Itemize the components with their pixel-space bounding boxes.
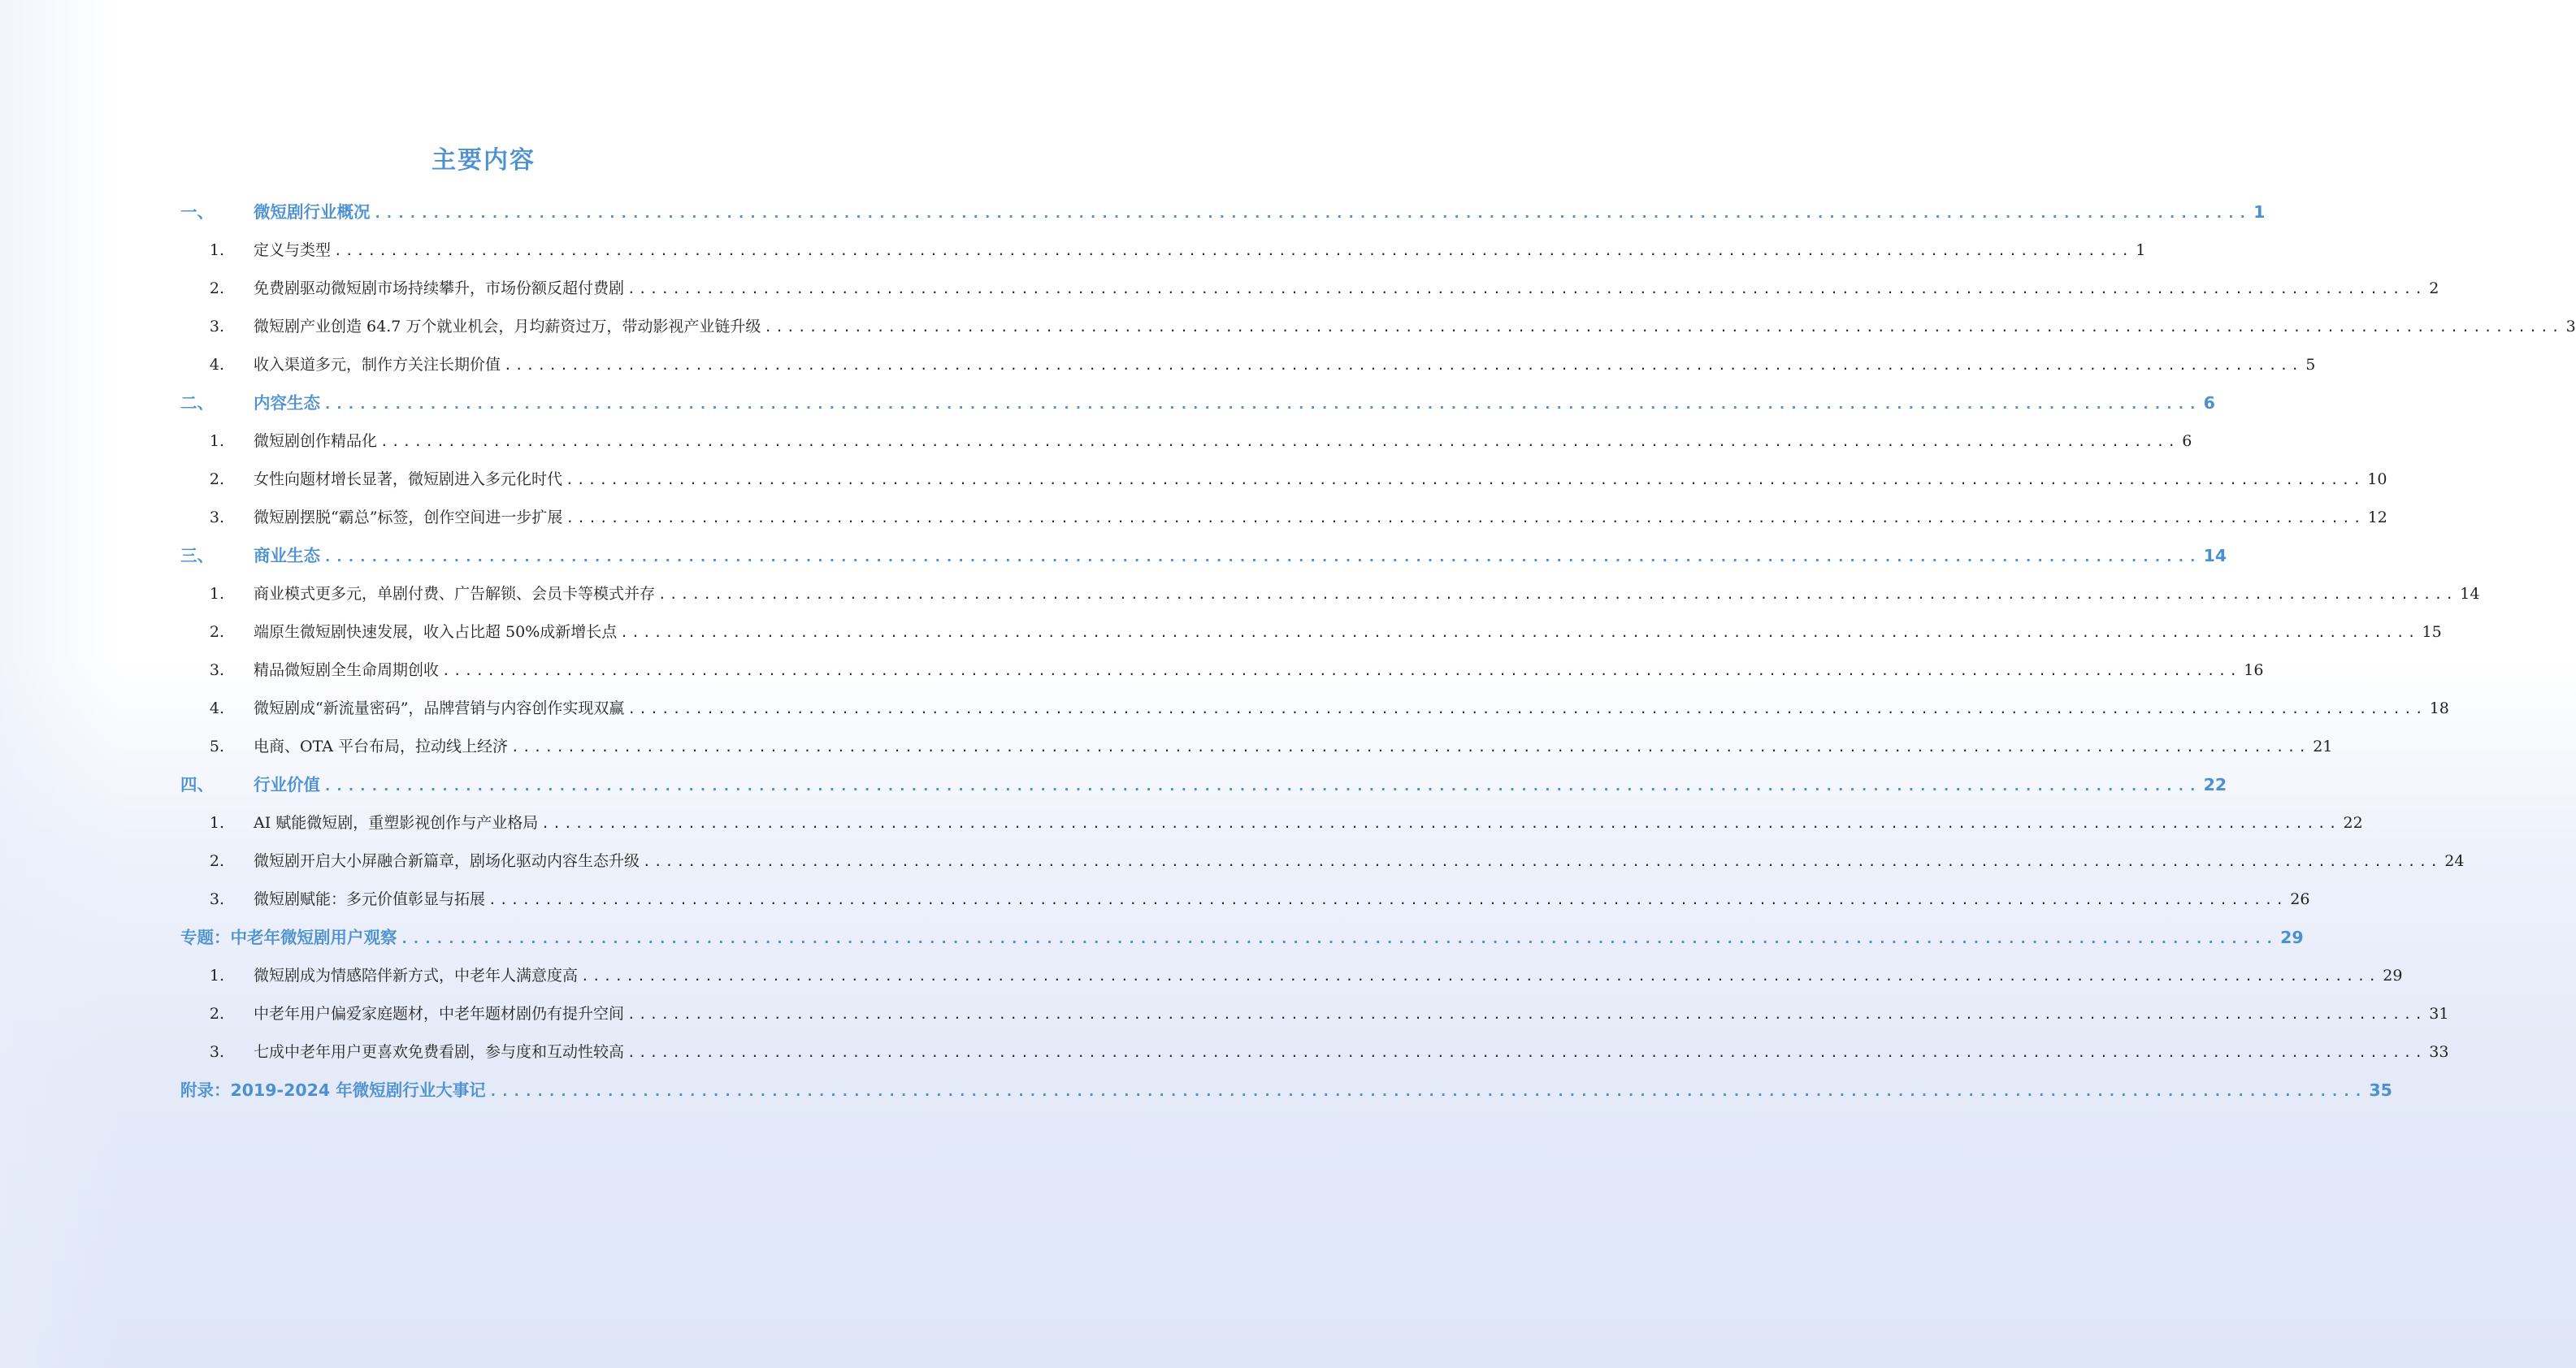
toc-dot-leader: ................................................................................................................................................................	[323, 778, 2201, 794]
toc-page-number: 22	[2203, 775, 2227, 794]
toc-page-number: 26	[2290, 890, 2310, 908]
toc-page-number: 2	[2429, 279, 2439, 297]
toc-entry-number: 3.	[209, 509, 225, 526]
toc-page-number: 21	[2313, 738, 2333, 755]
toc-page-number: 31	[2429, 1005, 2449, 1023]
toc-entry-number: 二、	[180, 393, 214, 413]
toc-section-entry[interactable]	[180, 308, 2576, 346]
toc-entry-title: 微短剧创作精品化	[254, 432, 378, 450]
toc-dot-leader: ................................................................................................................................................................	[373, 206, 2251, 222]
toc-chapter-entry[interactable]	[180, 193, 2266, 232]
toc-section-entry[interactable]	[180, 422, 2192, 461]
toc-entry-number: 2.	[209, 470, 225, 488]
toc-section-entry[interactable]	[180, 575, 2480, 613]
toc-chapter-entry[interactable]	[180, 766, 2227, 804]
toc-dot-leader: ................................................................................................................................................................	[541, 816, 2340, 831]
toc-entry-number: 3.	[209, 661, 225, 679]
toc-entry-number: 1.	[209, 814, 225, 832]
toc-chapter-entry[interactable]	[180, 919, 2304, 957]
toc-entry-number: 5.	[209, 738, 225, 755]
toc-entry-title: 内容生态	[254, 393, 320, 413]
toc-section-entry[interactable]	[180, 346, 2316, 384]
toc-entry-title: 免费剧驱动微短剧市场持续攀升，市场份额反超付费剧	[254, 279, 625, 297]
toc-entry-number: 1.	[209, 967, 225, 985]
toc-page-number: 18	[2429, 699, 2449, 717]
toc-dot-leader: ................................................................................................................................................................	[627, 1045, 2426, 1060]
toc-entry-number: 2.	[209, 1005, 225, 1023]
toc-dot-leader: ................................................................................................................................................................	[620, 625, 2419, 640]
toc-page-number: 1	[2136, 241, 2146, 259]
toc-dot-leader: ................................................................................................................................................................	[380, 434, 2179, 449]
toc-dot-leader: ................................................................................................................................................................	[400, 931, 2278, 947]
toc-dot-leader: ................................................................................................................................................................	[643, 854, 2442, 869]
toc-dot-leader: ................................................................................................................................................................	[581, 968, 2380, 984]
toc-dot-leader: ................................................................................................................................................................	[658, 587, 2457, 602]
toc-entry-number: 一、	[180, 202, 214, 222]
toc-entry-number: 2.	[209, 279, 225, 297]
toc-section-entry[interactable]	[180, 842, 2465, 881]
toc-section-entry[interactable]	[180, 1033, 2449, 1071]
toc-entry-title: 收入渠道多元，制作方关注长期价值	[254, 356, 501, 374]
toc-entry-title: 微短剧成为情感陪伴新方式，中老年人满意度高	[254, 967, 579, 985]
toc-entry-number: 3.	[209, 1043, 225, 1061]
toc-entry-title: 商业生态	[254, 546, 320, 565]
toc-entry-title: 电商、OTA 平台布局，拉动线上经济	[254, 738, 508, 755]
toc-dot-leader: ................................................................................................................................................................	[504, 357, 2303, 373]
toc-page-number: 6	[2203, 393, 2215, 413]
toc-entry-title: 端原生微短剧快速发展，收入占比超 50%成新增长点	[254, 623, 618, 641]
toc-entry-title: 微短剧摆脱“霸总”标签，创作空间进一步扩展	[254, 509, 563, 526]
toc-page-number: 24	[2444, 852, 2465, 870]
toc-dot-leader: ................................................................................................................................................................	[627, 281, 2426, 297]
toc-section-entry[interactable]	[180, 804, 2363, 842]
toc-entry-number: 2.	[209, 623, 225, 641]
toc-section-entry[interactable]	[180, 461, 2387, 499]
toc-section-entry[interactable]	[180, 499, 2387, 537]
toc-page-number: 29	[2383, 967, 2403, 985]
toc-entry-title: AI 赋能微短剧，重塑影视创作与产业格局	[254, 814, 539, 832]
toc-page-number: 15	[2422, 623, 2442, 641]
toc-entry-title: 精品微短剧全生命周期创收	[254, 661, 440, 679]
toc-entry-number: 3.	[209, 318, 225, 336]
toc-dot-leader: ................................................................................................................................................................	[323, 396, 2201, 413]
toc-entry-title: 商业模式更多元，单剧付费、广告解锁、会员卡等模式并存	[254, 585, 656, 603]
toc-page-number: 14	[2203, 546, 2227, 565]
toc-entry-title: 附录：2019-2024 年微短剧行业大事记	[180, 1080, 486, 1100]
toc-entry-title: 微短剧赋能：多元价值彰显与拓展	[254, 890, 486, 908]
toc-section-entry[interactable]	[180, 957, 2403, 995]
toc-section-entry[interactable]	[180, 995, 2449, 1033]
page-title: 主要内容	[432, 146, 536, 175]
toc-page-number: 6	[2182, 432, 2192, 450]
toc-section-entry[interactable]	[180, 881, 2310, 919]
toc-section-entry[interactable]	[180, 232, 2146, 270]
toc-entry-number: 1.	[209, 432, 225, 450]
toc-entry-title: 定义与类型	[254, 241, 332, 259]
background-band	[0, 0, 122, 1368]
toc-dot-leader: ................................................................................................................................................................	[510, 739, 2310, 755]
table-of-contents	[180, 193, 2576, 1110]
toc-section-entry[interactable]	[180, 728, 2333, 766]
toc-entry-title: 微短剧成“新流量密码”，品牌营销与内容创作实现双赢	[254, 699, 625, 717]
toc-page-number: 1	[2253, 202, 2266, 222]
toc-section-entry[interactable]	[180, 690, 2449, 728]
toc-entry-title: 行业价值	[254, 775, 320, 794]
toc-entry-number: 4.	[209, 699, 225, 717]
toc-page-number: 35	[2369, 1080, 2392, 1100]
toc-section-entry[interactable]	[180, 613, 2442, 652]
toc-page-number: 29	[2280, 928, 2304, 947]
toc-entry-number: 2.	[209, 852, 225, 870]
toc-entry-number: 3.	[209, 890, 225, 908]
toc-dot-leader: ................................................................................................................................................................	[566, 510, 2365, 526]
toc-entry-number: 1.	[209, 241, 225, 259]
toc-entry-number: 三、	[180, 546, 214, 565]
toc-dot-leader: ................................................................................................................................................................	[442, 663, 2241, 678]
toc-page-number: 10	[2367, 470, 2387, 488]
toc-entry-title: 微短剧开启大小屏融合新篇章，剧场化驱动内容生态升级	[254, 852, 640, 870]
toc-section-entry[interactable]	[180, 652, 2264, 690]
toc-dot-leader: ................................................................................................................................................................	[488, 1084, 2366, 1100]
toc-entry-title: 七成中老年用户更喜欢免费看剧，参与度和互动性较高	[254, 1043, 625, 1061]
toc-entry-title: 微短剧产业创造 64.7 万个就业机会，月均薪资过万，带动影视产业链升级	[254, 318, 761, 336]
toc-entry-number: 四、	[180, 775, 214, 794]
toc-dot-leader: ................................................................................................................................................................	[627, 701, 2426, 716]
toc-entry-number: 1.	[209, 585, 225, 603]
toc-page-number: 16	[2244, 661, 2264, 679]
toc-dot-leader: ................................................................................................................................................................	[627, 1007, 2426, 1022]
toc-dot-leader: ................................................................................................................................................................	[488, 892, 2288, 907]
toc-page-number: 12	[2367, 509, 2387, 526]
toc-page-number: 14	[2460, 585, 2480, 603]
toc-dot-leader: ................................................................................................................................................................	[323, 549, 2201, 565]
toc-entry-title: 女性向题材增长显著，微短剧进入多元化时代	[254, 470, 563, 488]
toc-entry-number: 4.	[209, 356, 225, 374]
toc-entry-title: 专题：中老年微短剧用户观察	[180, 928, 397, 947]
toc-dot-leader: ................................................................................................................................................................	[334, 243, 2133, 258]
toc-dot-leader: ................................................................................................................................................................	[566, 472, 2365, 487]
toc-entry-title: 中老年用户偏爱家庭题材，中老年题材剧仍有提升空间	[254, 1005, 625, 1023]
toc-entry-title: 微短剧行业概况	[254, 202, 371, 222]
toc-chapter-entry[interactable]	[180, 1071, 2392, 1110]
toc-page-number: 22	[2343, 814, 2363, 832]
toc-page-number: 3	[2565, 318, 2576, 336]
toc-section-entry[interactable]	[180, 270, 2439, 308]
toc-chapter-entry[interactable]	[180, 384, 2215, 422]
toc-page-number: 5	[2305, 356, 2316, 374]
toc-dot-leader: ................................................................................................................................................................	[764, 319, 2563, 335]
toc-page-number: 33	[2429, 1043, 2449, 1061]
toc-chapter-entry[interactable]	[180, 537, 2227, 575]
